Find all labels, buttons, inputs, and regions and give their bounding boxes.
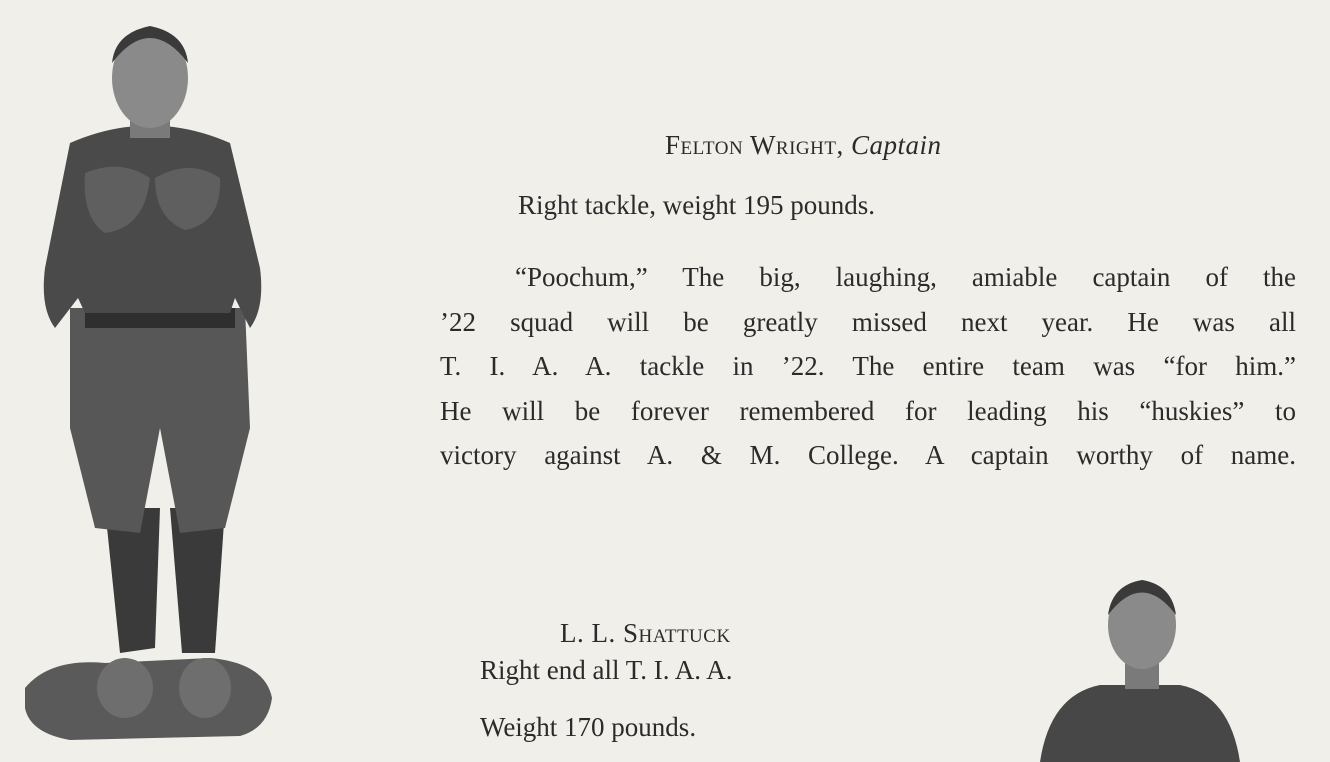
player-photo-felton-wright <box>10 8 280 748</box>
player1-role: Captain <box>850 130 942 160</box>
bio-line: victory against A. & M. College. A captain worthy of name. <box>440 440 1296 470</box>
player1-bio <box>440 255 1296 478</box>
player1-heading <box>665 130 942 161</box>
player2-position: Right end all T. I. A. A. <box>480 655 733 685</box>
bio-line: ’22 squad will be greatly missed next year. He was all <box>440 306 1296 337</box>
bio-line: “Poochum,” The big, laughing, amiable captain of the <box>515 262 1296 292</box>
player2-weight: Weight 170 pounds. <box>480 712 697 742</box>
bio-line: T. I. A. A. tackle in ’22. The entire team was “for him.” <box>440 351 1296 381</box>
player1-name: Felton Wright, <box>665 130 844 160</box>
player1-position-weight: Right tackle, weight 195 pounds. <box>518 190 875 220</box>
player-photo-shattuck <box>1030 575 1250 762</box>
player2-name: L. L. Shattuck <box>560 618 731 648</box>
bio-line: He will be forever remembered for leading his “huskies” to <box>440 395 1296 426</box>
